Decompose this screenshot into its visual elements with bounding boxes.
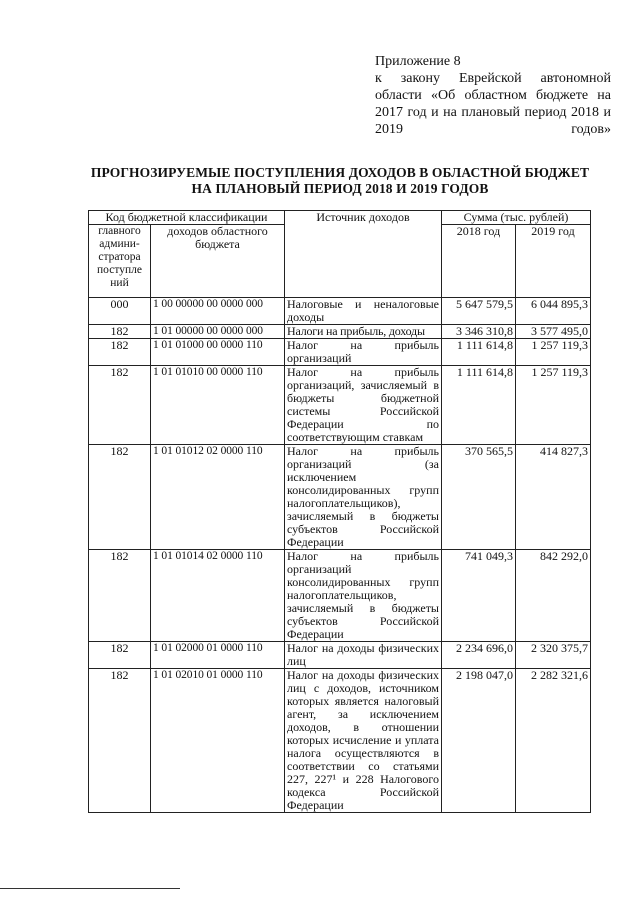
footnote-divider xyxy=(0,888,180,889)
cell-code: 1 01 02010 01 0000 110 xyxy=(151,669,285,813)
title-line-2: НА ПЛАНОВЫЙ ПЕРИОД 2018 И 2019 ГОДОВ xyxy=(191,181,489,196)
cell-2018: 2 198 047,0 xyxy=(442,669,516,813)
table-row xyxy=(89,445,591,550)
header-classification: Код бюджетной классификации xyxy=(89,211,285,225)
cell-code: 1 00 00000 00 0000 000 xyxy=(151,298,285,325)
cell-2018: 5 647 579,5 xyxy=(442,298,516,325)
table-row xyxy=(89,325,591,339)
title-line-1: ПРОГНОЗИРУЕМЫЕ ПОСТУПЛЕНИЯ ДОХОДОВ В ОБЛАСТНОЙ БЮДЖЕТ xyxy=(90,165,590,180)
cell-code: 1 01 00000 00 0000 000 xyxy=(151,325,285,339)
cell-code: 1 01 01014 02 0000 110 xyxy=(151,550,285,642)
cell-code: 1 01 01012 02 0000 110 xyxy=(151,445,285,550)
cell-2018: 1 111 614,8 xyxy=(442,366,516,445)
header-source: Источник доходов xyxy=(285,211,442,298)
cell-2018: 1 111 614,8 xyxy=(442,339,516,366)
header-year-2018: 2018 год xyxy=(442,225,516,298)
header-year-2019: 2019 год xyxy=(516,225,591,298)
cell-admin: 182 xyxy=(89,325,151,339)
cell-admin: 182 xyxy=(89,445,151,550)
cell-2018: 2 234 696,0 xyxy=(442,642,516,669)
cell-2018: 741 049,3 xyxy=(442,550,516,642)
table-row xyxy=(89,669,591,813)
cell-source: Налог на прибыль организаций консолидированных групп налогоплательщиков, зачисляемый в бюджеты субъектов Российской Федерации xyxy=(285,550,442,642)
cell-admin: 182 xyxy=(89,550,151,642)
annex-number: Приложение 8 xyxy=(375,54,461,69)
table-row xyxy=(89,339,591,366)
cell-source: Налоги на прибыль, доходы xyxy=(285,325,442,339)
cell-2018: 3 346 310,8 xyxy=(442,325,516,339)
cell-source: Налоговые и неналоговые доходы xyxy=(285,298,442,325)
table-row xyxy=(89,550,591,642)
cell-source: Налог на прибыль организаций (за исключением консолидированных групп налогоплательщиков), зачисляемый в бюджеты субъектов Российской Федерации xyxy=(285,445,442,550)
cell-2019: 1 257 119,3 xyxy=(516,366,591,445)
table-row xyxy=(89,298,591,325)
cell-2019: 2 282 321,6 xyxy=(516,669,591,813)
table-row xyxy=(89,366,591,445)
cell-code: 1 01 02000 01 0000 110 xyxy=(151,642,285,669)
header-income-code: доходов областного бюджета xyxy=(151,225,285,298)
cell-admin: 182 xyxy=(89,642,151,669)
cell-2019: 1 257 119,3 xyxy=(516,339,591,366)
cell-code: 1 01 01000 00 0000 110 xyxy=(151,339,285,366)
header-admin: главного админи-стратора поступле ний xyxy=(89,225,151,298)
cell-2019: 2 320 375,7 xyxy=(516,642,591,669)
cell-admin: 182 xyxy=(89,339,151,366)
cell-2018: 370 565,5 xyxy=(442,445,516,550)
cell-source: Налог на прибыль организаций xyxy=(285,339,442,366)
cell-code: 1 01 01010 00 0000 110 xyxy=(151,366,285,445)
header-sum: Сумма (тыс. рублей) xyxy=(442,211,591,225)
cell-source: Налог на доходы физических лиц с доходов, источником которых является налоговый агент, за исключением доходов, в отношении которых исчисление и уплата налога осуществляются в соответствии со статьями 227, 227¹ и 228 Налогового кодекса Российской Федерации xyxy=(285,669,442,813)
annex-law-reference: к закону Еврейской автономной области «Об областном бюджете на 2017 год и на плановый период 2018 и 2019 годов» xyxy=(375,71,611,137)
cell-admin: 182 xyxy=(89,366,151,445)
annex-block xyxy=(375,53,611,155)
cell-admin: 182 xyxy=(89,669,151,813)
cell-admin: 000 xyxy=(89,298,151,325)
revenue-table xyxy=(88,210,591,813)
document-title xyxy=(60,165,620,197)
cell-source: Налог на прибыль организаций, зачисляемый в бюджеты бюджетной системы Российской Федерации по соответствующим ставкам xyxy=(285,366,442,445)
table-row xyxy=(89,642,591,669)
cell-2019: 414 827,3 xyxy=(516,445,591,550)
cell-2019: 842 292,0 xyxy=(516,550,591,642)
cell-2019: 6 044 895,3 xyxy=(516,298,591,325)
cell-2019: 3 577 495,0 xyxy=(516,325,591,339)
cell-source: Налог на доходы физических лиц xyxy=(285,642,442,669)
